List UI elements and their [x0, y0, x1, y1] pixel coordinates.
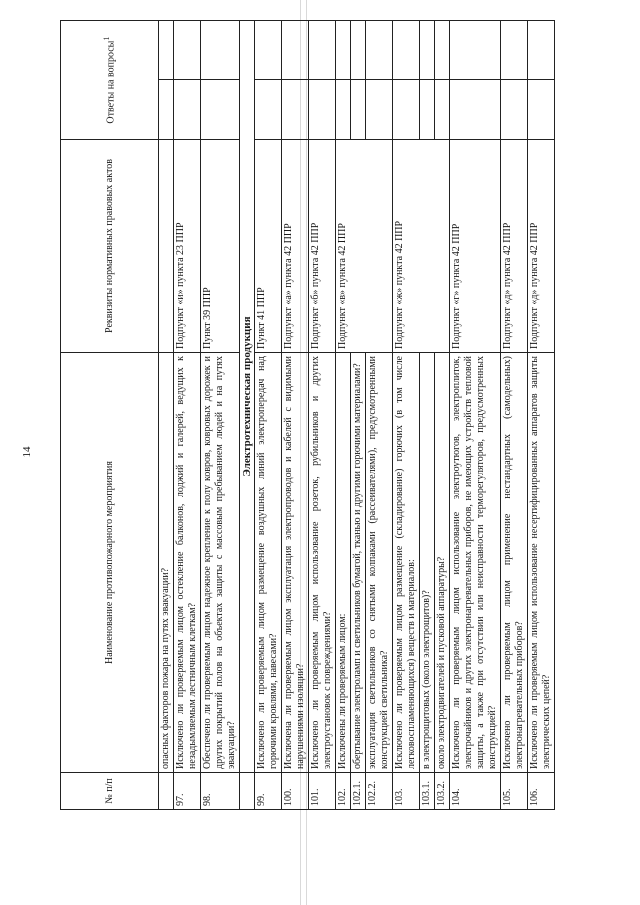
fire-safety-checklist-table [60, 20, 555, 810]
table-row [174, 21, 201, 810]
answer-cell [255, 21, 282, 80]
row-number: 100. [282, 773, 309, 810]
table-row [351, 21, 366, 810]
table-row [255, 21, 282, 810]
answer-cell [420, 21, 435, 80]
header-number: № п/п [61, 773, 159, 810]
page-number: 14 [21, 446, 33, 458]
table-row [282, 21, 309, 810]
row-measure: в электрощитовых (около электрощитов)? [420, 353, 435, 773]
answer-cell [282, 80, 309, 140]
row-number [159, 773, 174, 810]
row-measure: Исключено ли проверяемым лицом использование электроутюгов, электроплиток, электрочайников и других электронагревательных приборов, не имеющих устройств тепловой защиты, а также при отсутствии или неисправности терморегуляторов, предусмотренных конструкцией? [450, 353, 501, 773]
row-measure: Исключено ли проверяемым лицом размещение воздушных линий электропередач над горючими кровлями, навесами? [255, 353, 282, 773]
row-requisite [159, 140, 174, 353]
header-answers-label: Ответы на вопросы [105, 40, 117, 124]
answer-cell [528, 80, 555, 140]
answer-cell [393, 21, 420, 80]
table-header-row [61, 21, 159, 810]
answer-cell [201, 21, 240, 80]
row-number: 103.2. [435, 773, 450, 810]
row-measure: Исключены ли проверяемым лицом: [336, 353, 351, 773]
answer-cell [366, 80, 393, 140]
row-number: 103. [393, 773, 420, 810]
row-number: 98. [201, 773, 240, 810]
table-row [309, 21, 336, 810]
answer-cell [201, 80, 240, 140]
row-requisite: Подпункт «б» пункта 42 ППР [309, 140, 336, 353]
row-requisite: Пункт 41 ППР [255, 140, 282, 353]
header-measure-name: Наименование противопожарного мероприятия [61, 353, 159, 773]
row-measure: Обеспечено ли проверяемым лицом надежное крепление к полу ковров, ковровых дорожек и других покрытий полов на объектах защиты с массовым пребыванием людей и на путях эвакуации? [201, 353, 240, 773]
answer-cell [435, 21, 450, 80]
answer-cell [366, 21, 393, 80]
answer-cell [501, 21, 528, 80]
answer-cell [309, 80, 336, 140]
row-measure: около электродвигателей и пусковой аппаратуры? [435, 353, 450, 773]
header-legal-requisites: Реквизиты нормативных правовых актов [61, 140, 159, 353]
answer-cell [351, 21, 366, 80]
row-number: 105. [501, 773, 528, 810]
table-row [201, 21, 240, 810]
answer-cell [450, 80, 501, 140]
answer-cell [159, 80, 174, 140]
row-measure: Исключено ли проверяемым лицом использование несертифицированных аппаратов защиты электрических цепей? [528, 353, 555, 773]
table-row [528, 21, 555, 810]
row-number: 103.1. [420, 773, 435, 810]
table-row [366, 21, 393, 810]
table-row [393, 21, 420, 810]
row-measure: Исключено ли проверяемым лицом использование розеток, рубильников и других электроустановок с повреждениями? [309, 353, 336, 773]
row-number: 102. [336, 773, 351, 810]
section-spacer [240, 773, 255, 810]
row-measure: Исключено ли проверяемым лицом остекление балконов, лоджий и галерей, ведущих к незадымляемым лестничным клеткам? [174, 353, 201, 773]
answer-cell [351, 80, 366, 140]
answer-cell [501, 80, 528, 140]
row-measure: Исключено ли проверяемым лицом размещение (складирование) горючих (в том числе легковоспламеняющихся) веществ и материалов: [393, 353, 420, 773]
section-row [240, 21, 255, 810]
row-number: 99. [255, 773, 282, 810]
row-measure: опасных факторов пожара на путях эвакуации? [159, 353, 174, 773]
answer-cell [450, 21, 501, 80]
table-row [435, 21, 450, 810]
answer-cell [309, 21, 336, 80]
row-requisite: Пункт 39 ППР [201, 140, 240, 353]
row-requisite: Подпункт «ж» пункта 42 ППР [393, 140, 450, 353]
row-requisite: Подпункт «д» пункта 42 ППР [501, 140, 528, 353]
row-measure: Исключена ли проверяемым лицом эксплуатация электропроводов и кабелей с видимыми нарушениями изоляции? [282, 353, 309, 773]
answer-cell [174, 80, 201, 140]
answer-cell [255, 80, 282, 140]
answer-cell [435, 80, 450, 140]
row-requisite: Подпункт «д» пункта 42 ППР [528, 140, 555, 353]
row-measure: обертывание электроламп и светильников бумагой, тканью и другими горючими материалами? [351, 353, 366, 773]
row-measure: Исключено ли проверяемым лицом применение нестандартных (самодельных) электронагревательных приборов? [501, 353, 528, 773]
answer-cell [282, 21, 309, 80]
row-number: 104. [450, 773, 501, 810]
answer-cell [393, 80, 420, 140]
answer-cell [174, 21, 201, 80]
answer-cell [159, 21, 174, 80]
answer-cell [528, 21, 555, 80]
row-number: 97. [174, 773, 201, 810]
header-answers-footnote: 1 [102, 36, 112, 41]
header-answers [61, 21, 159, 140]
answer-cell [336, 80, 351, 140]
answer-cell [420, 80, 435, 140]
table-row [420, 21, 435, 810]
row-number: 102.2. [366, 773, 393, 810]
answer-cell [336, 21, 351, 80]
table-row [159, 21, 174, 810]
table-row [450, 21, 501, 810]
row-requisite: Подпункт «и» пункта 23 ППР [174, 140, 201, 353]
table-row [336, 21, 351, 810]
table-row [501, 21, 528, 810]
row-requisite: Подпункт «в» пункта 42 ППР [336, 140, 393, 353]
row-number: 101. [309, 773, 336, 810]
section-title: Электротехническая продукция [240, 21, 255, 773]
row-number: 106. [528, 773, 555, 810]
row-requisite: Подпункт «а» пункта 42 ППР [282, 140, 309, 353]
row-requisite: Подпункт «г» пункта 42 ППР [450, 140, 501, 353]
row-number: 102.1. [351, 773, 366, 810]
row-measure: эксплуатация светильников со снятыми колпаками (рассеивателями), предусмотренными конструкцией светильника? [366, 353, 393, 773]
